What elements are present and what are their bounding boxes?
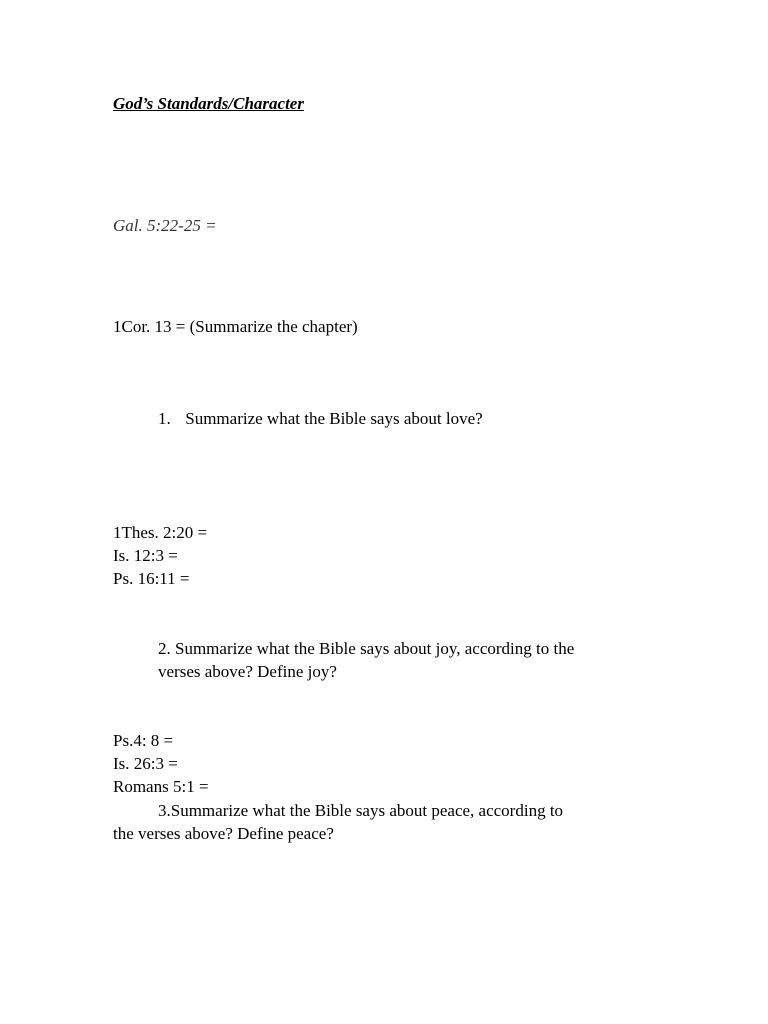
verse-line: Is. 12:3 =: [113, 546, 178, 565]
verse-line: 1Thes. 2:20 =: [113, 523, 208, 542]
page-title: God’s Standards/Character: [113, 94, 304, 113]
verse-line: Romans 5:1 =: [113, 777, 209, 796]
question-peace-line-2: the verses above? Define peace?: [113, 824, 334, 843]
joy-verse-list: [113, 521, 207, 590]
question-love: [158, 407, 483, 430]
question-peace-line-1: 3.Summarize what the Bible says about peace, according to: [158, 801, 564, 820]
gal-verse-prompt: Gal. 5:22-25 =: [113, 216, 217, 235]
question-text: Summarize what the Bible says about love?: [185, 409, 483, 428]
question-joy: [158, 637, 574, 683]
question-line: verses above? Define joy?: [158, 662, 337, 681]
question-line: 2. Summarize what the Bible says about joy, according to the: [158, 639, 575, 658]
verse-line: Ps. 16:11 =: [113, 569, 190, 588]
question-number: 1.: [158, 409, 171, 428]
peace-verse-list: [113, 729, 209, 798]
verse-line: Ps.4: 8 =: [113, 731, 174, 750]
verse-line: Is. 26:3 =: [113, 754, 178, 773]
cor-chapter-prompt: 1Cor. 13 = (Summarize the chapter): [113, 317, 358, 336]
